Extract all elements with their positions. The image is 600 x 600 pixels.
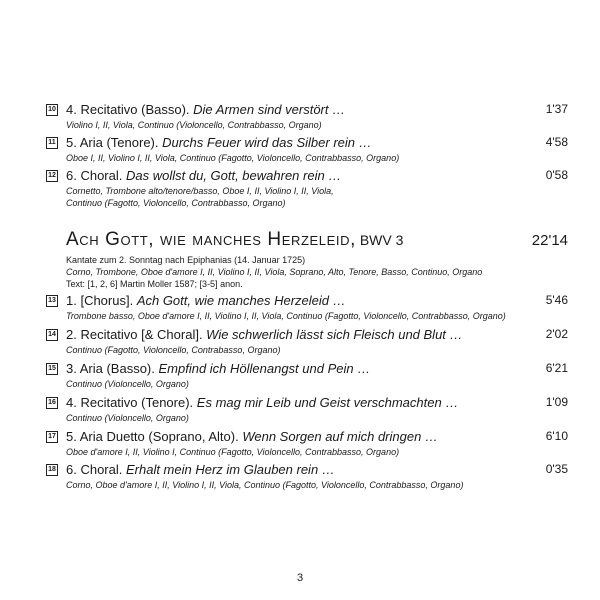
track-number-box: 11	[46, 137, 58, 149]
track-title: 6. Choral. Das wollst du, Gott, bewahren rein …	[66, 168, 342, 183]
track-13	[46, 292, 568, 322]
track-duration: 2'02	[545, 327, 568, 341]
track-number-box: 14	[46, 329, 58, 341]
track-title: 2. Recitativo [& Choral]. Wie schwerlich lässt sich Fleisch und Blut …	[66, 327, 463, 342]
track-15	[46, 360, 568, 390]
track-number-box: 16	[46, 397, 58, 409]
track-number-box: 15	[46, 363, 58, 375]
track-16	[46, 394, 568, 424]
track-number-box: 17	[46, 431, 58, 443]
track-duration: 5'46	[545, 293, 568, 307]
track-number-box: 10	[46, 104, 58, 116]
cantata-occasion: Kantate zum 2. Sonntag nach Epiphanias (14. Januar 1725)	[66, 255, 306, 265]
track-number-box: 13	[46, 295, 58, 307]
cantata-bwv: BWV 3	[355, 232, 404, 248]
track-duration: 1'09	[545, 395, 568, 409]
track-instrumentation: Oboe I, II, Violino I, II, Viola, Continuo (Fagotto, Violoncello, Contrabbasso, Organo)	[66, 153, 400, 163]
track-18	[46, 461, 568, 491]
track-instrumentation: Continuo (Fagotto, Violoncello, Contrabbasso, Organo)	[66, 198, 286, 208]
cantata-text-credit: Text: [1, 2, 6] Martin Moller 1587; [3-5] anon.	[66, 279, 243, 289]
track-17	[46, 428, 568, 458]
track-14	[46, 326, 568, 356]
cantata-duration: 22'14	[531, 232, 568, 249]
track-instrumentation: Continuo (Violoncello, Organo)	[66, 413, 189, 423]
track-duration: 4'58	[545, 135, 568, 149]
track-10	[46, 101, 568, 131]
track-title: 6. Choral. Erhalt mein Herz im Glauben rein …	[66, 462, 335, 477]
track-11	[46, 134, 568, 164]
track-instrumentation: Continuo (Fagotto, Violoncello, Contrabasso, Organo)	[66, 345, 281, 355]
track-title: 1. [Chorus]. Ach Gott, wie manches Herzeleid …	[66, 293, 346, 308]
track-instrumentation: Violino I, II, Viola, Continuo (Violoncello, Contrabbasso, Organo)	[66, 120, 322, 130]
track-duration: 0'35	[545, 462, 568, 476]
track-duration: 0'58	[545, 168, 568, 182]
track-title: 5. Aria (Tenore). Durchs Feuer wird das Silber rein …	[66, 135, 372, 150]
track-title: 4. Recitativo (Basso). Die Armen sind verstört …	[66, 102, 346, 117]
track-instrumentation: Corno, Oboe d'amore I, II, Violino I, II, Viola, Continuo (Fagotto, Violoncello, Contrabbasso, Organo)	[66, 480, 464, 490]
cantata-heading	[66, 229, 568, 251]
cantata-title: Ach Gott, wie manches Herzeleid, BWV 3	[66, 229, 404, 250]
track-title: 3. Aria (Basso). Empfind ich Höllenangst und Pein …	[66, 361, 371, 376]
track-instrumentation: Oboe d'amore I, II, Violino I, Continuo (Fagotto, Violoncello, Contrabbasso, Organo)	[66, 447, 400, 457]
track-number-box: 18	[46, 464, 58, 476]
track-duration: 6'10	[545, 429, 568, 443]
track-title: 5. Aria Duetto (Soprano, Alto). Wenn Sorgen auf mich dringen …	[66, 429, 438, 444]
track-instrumentation: Cornetto, Trombone alto/tenore/basso, Oboe I, II, Violino I, II, Viola,	[66, 186, 334, 196]
track-12	[46, 167, 568, 209]
page-number: 3	[296, 572, 304, 584]
cantata-scoring: Corno, Trombone, Oboe d'amore I, II, Violino I, II, Viola, Soprano, Alto, Tenore, Basso, Continuo, Organo	[66, 267, 483, 277]
track-title: 4. Recitativo (Tenore). Es mag mir Leib und Geist verschmachten …	[66, 395, 459, 410]
track-instrumentation: Trombone basso, Oboe d'amore I, II, Violino I, II, Viola, Continuo (Fagotto, Violoncello, Contrabbasso, Organo)	[66, 311, 506, 321]
track-duration: 6'21	[545, 361, 568, 375]
track-instrumentation: Continuo (Violoncello, Organo)	[66, 379, 189, 389]
track-duration: 1'37	[545, 102, 568, 116]
track-number-box: 12	[46, 170, 58, 182]
